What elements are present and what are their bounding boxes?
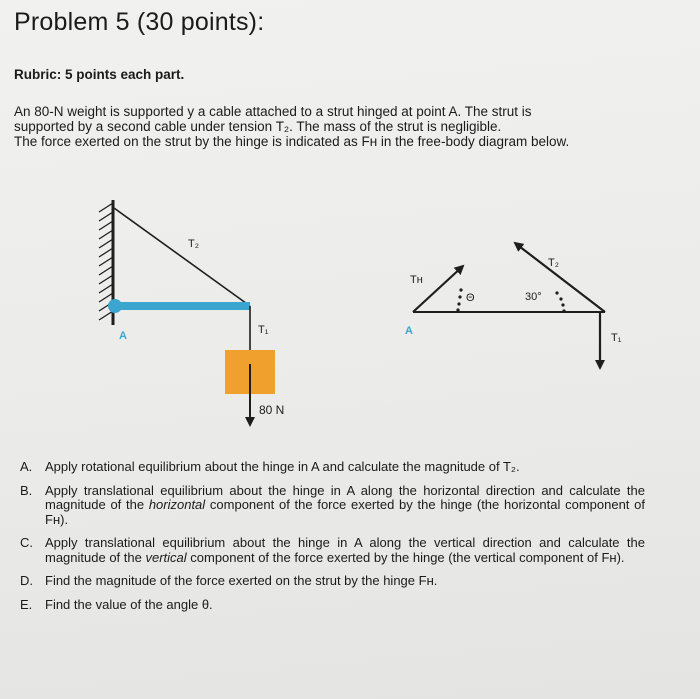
intro-line-3: The force exerted on the strut by the hinge is indicated as Fʜ in the free-body diagram below. xyxy=(14,134,570,149)
upper-cable xyxy=(114,208,250,306)
label-th: Tʜ xyxy=(410,274,423,286)
label-point-a-right: A xyxy=(405,325,413,337)
emphasis: vertical xyxy=(145,549,187,565)
label-t1-left: T₁ xyxy=(258,324,269,336)
question-text: Apply translational equilibrium about the hinge in A along the horizontal direction and calculate the magnitude of the horizontal component of the force exerted by the hinge (the horizontal component of Fʜ). xyxy=(45,482,645,527)
label-theta: Θ xyxy=(466,292,475,304)
intro-line-1: An 80-N weight is supported y a cable attached to a strut hinged at point A. The strut is xyxy=(14,104,532,119)
label-t1-right: T₁ xyxy=(611,332,622,344)
question-e xyxy=(20,598,645,613)
label-t2-left: T₂ xyxy=(188,238,199,250)
intro-line-2: supported by a second cable under tension T₂. The mass of the strut is negligible. xyxy=(14,119,502,134)
label-t2-right: T₂ xyxy=(548,257,559,269)
label-weight: 80 N xyxy=(259,403,285,417)
question-letter: A. xyxy=(20,459,33,474)
question-c xyxy=(20,536,645,565)
hinge-point xyxy=(108,299,122,313)
question-letter: D. xyxy=(20,573,33,588)
problem-title: Problem 5 (30 points): xyxy=(14,8,265,36)
label-30-deg: 30° xyxy=(525,291,542,303)
intro-paragraph xyxy=(14,104,654,149)
wall-setup xyxy=(99,200,284,425)
question-a xyxy=(20,460,645,475)
emphasis: horizontal xyxy=(148,497,206,512)
free-body-diagram xyxy=(0,180,700,430)
hinge-force-arrow xyxy=(413,266,463,312)
angle-30-arc xyxy=(555,291,565,312)
rubric-text: Rubric: 5 points each part. xyxy=(14,67,185,82)
question-letter: E. xyxy=(20,596,33,612)
question-d xyxy=(20,574,645,589)
question-letter: C. xyxy=(20,535,33,550)
label-point-a-left: A xyxy=(119,330,127,342)
fbd-setup xyxy=(405,243,622,368)
question-letter: B. xyxy=(20,482,33,498)
question-text: Apply rotational equilibrium about the hinge in A and calculate the magnitude of T₂. xyxy=(45,459,520,474)
question-b xyxy=(20,484,645,528)
question-list xyxy=(20,460,645,621)
question-text: Apply translational equilibrium about the hinge in A along the vertical direction and calculate the magnitude of the vertical component of the force exerted by the hinge (the vertical component of Fʜ). xyxy=(45,535,645,565)
theta-arc xyxy=(456,288,462,311)
question-text: Find the value of the angle θ. xyxy=(45,596,213,612)
question-text: Find the magnitude of the force exerted on the strut by the hinge Fʜ. xyxy=(45,573,438,588)
